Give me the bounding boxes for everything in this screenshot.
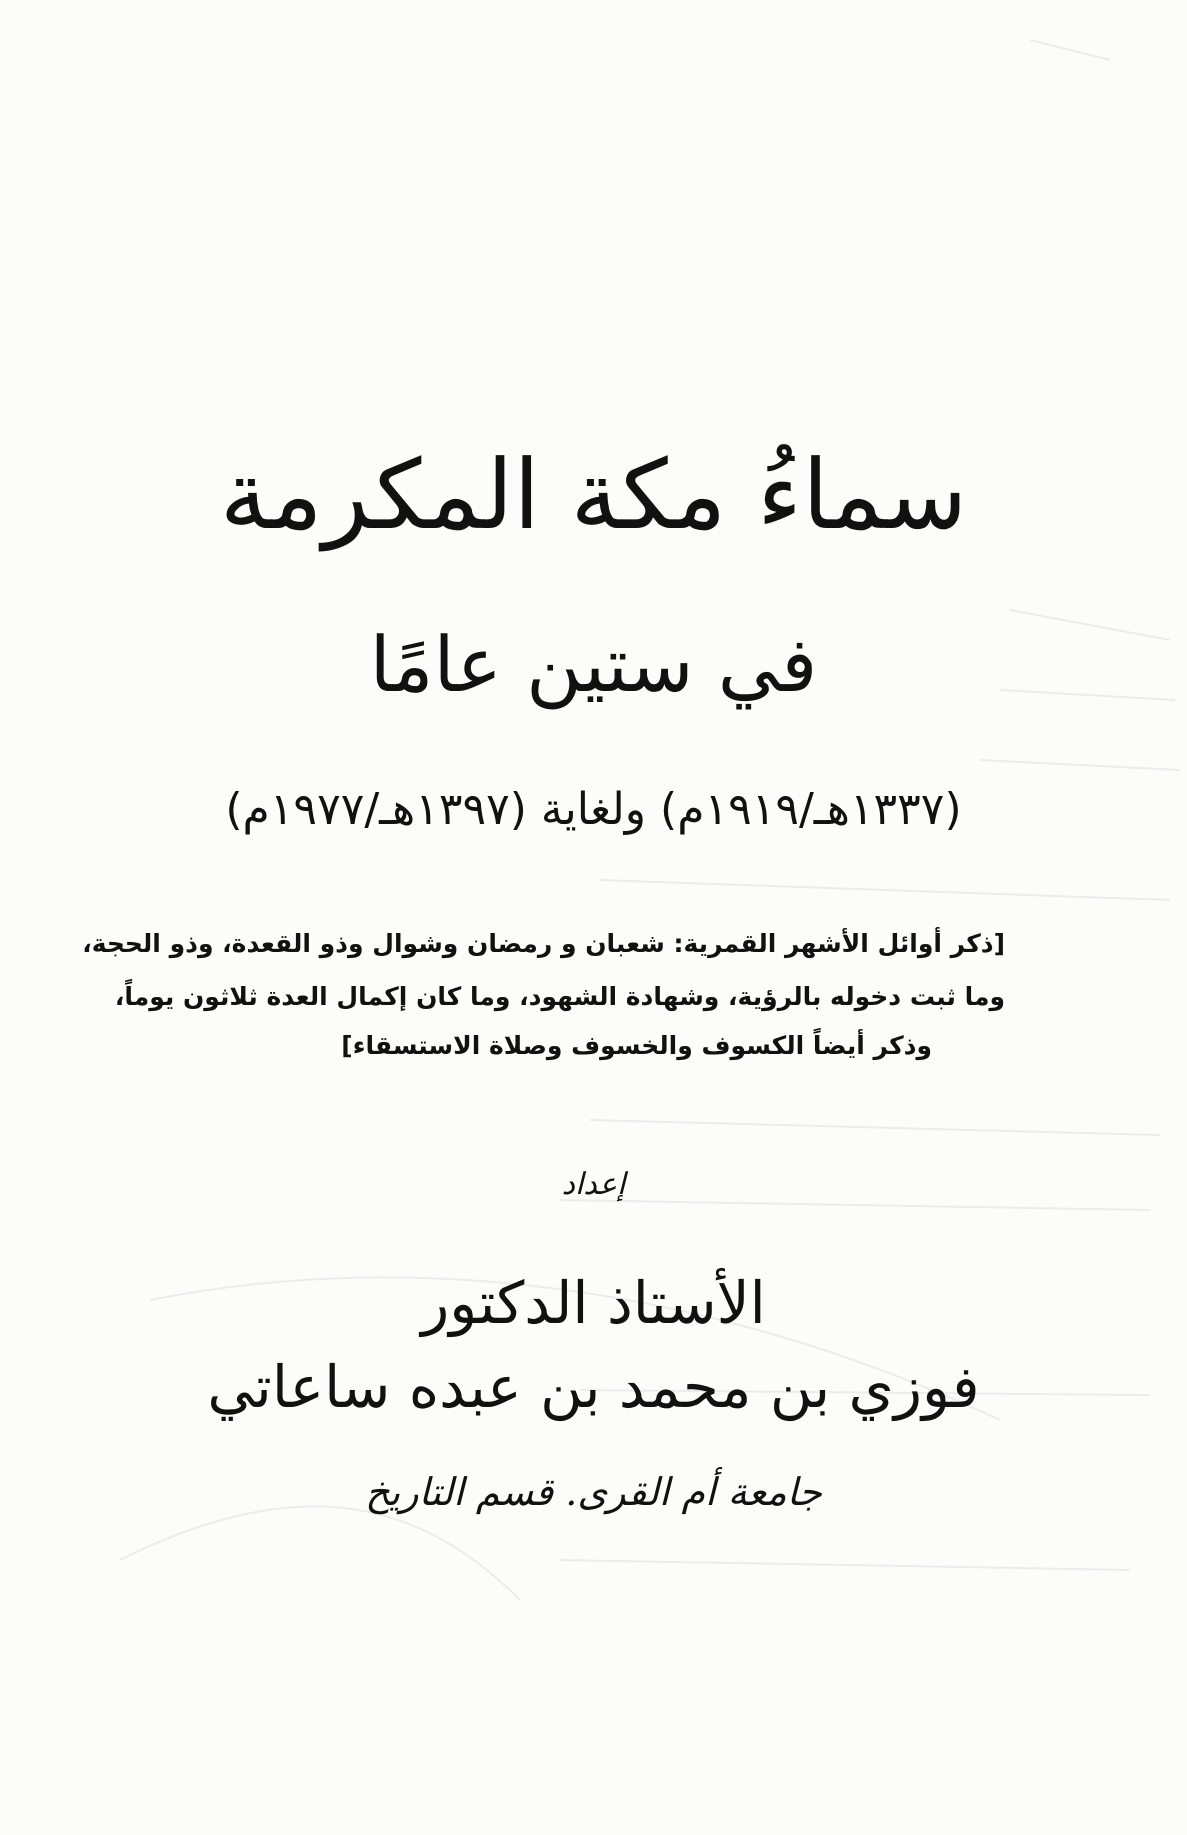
author-name: فوزي بن محمد بن عبده ساعاتي — [207, 1353, 980, 1421]
date-range: (١٣٣٧هـ/١٩١٩م) ولغاية (١٣٩٧هـ/١٩٧٧م) — [225, 784, 962, 835]
book-title-main: سماءُ مكة المكرمة — [219, 439, 968, 551]
description-line-2: وما ثبت دخوله بالرؤية، وشهادة الشهود، وما كان إكمال العدة ثلاثون يوماً، — [114, 982, 1005, 1011]
prepared-by-label: إعداد — [561, 1167, 626, 1202]
book-title-sub: في ستين عامًا — [369, 620, 818, 709]
description-line-3: وذكر أيضاً الكسوف والخسوف وصلاة الاستسقاء] — [341, 1031, 932, 1060]
author-title: الأستاذ الدكتور — [421, 1269, 766, 1337]
description-line-1: [ذكر أوائل الأشهر القمرية: شعبان و رمضان وشوال وذو القعدة، وذو الحجة، — [82, 929, 1005, 958]
author-affiliation: جامعة أم القرى. قسم التاريخ — [365, 1470, 822, 1514]
